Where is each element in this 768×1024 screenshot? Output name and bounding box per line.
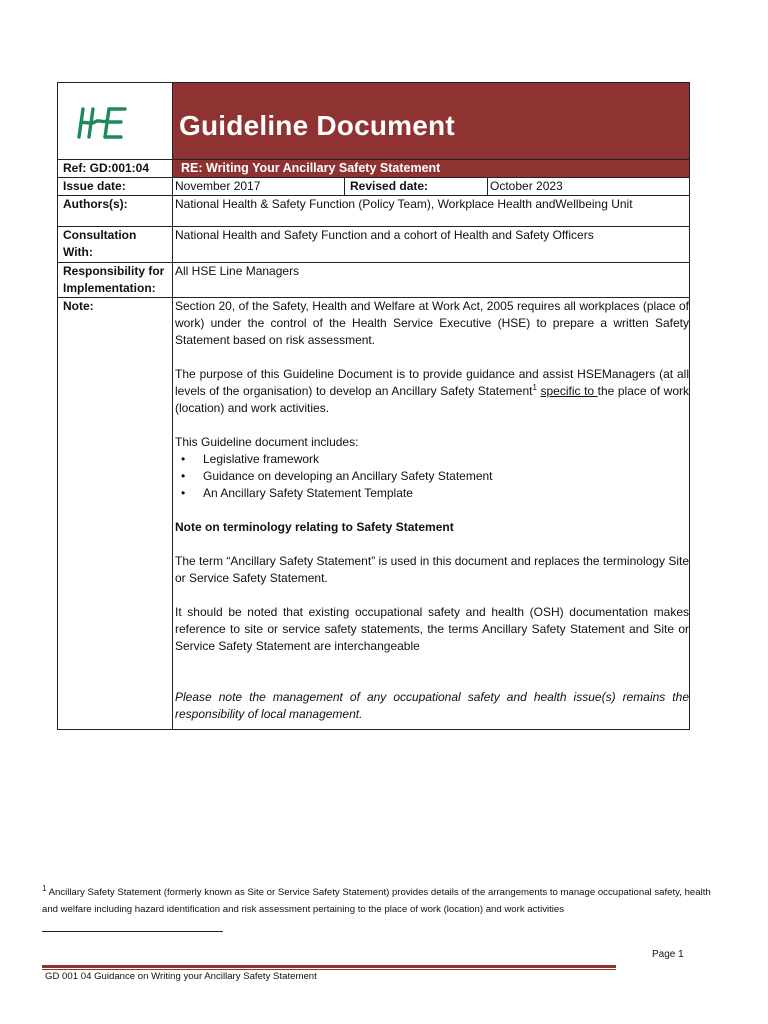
footnote — [42, 880, 712, 918]
subject-line: RE: Writing Your Ancillary Safety Statement — [173, 160, 690, 178]
list-item-text: Guidance on developing an Ancillary Safety Statement — [203, 469, 493, 483]
note-paragraph-2-start: The purpose of this Guideline Document is to provide guidance and assist HSEManagers (at all levels of the organisation) to develop an Ancillary Safety Statement — [175, 367, 689, 398]
footnote-marker: 1 — [42, 884, 47, 893]
consultation-label — [58, 227, 173, 263]
authors-label: Authors(s): — [58, 196, 173, 227]
responsibility-label-line1: Responsibility for — [63, 264, 165, 278]
list-item-text: Legislative framework — [203, 452, 320, 466]
footnote-separator — [42, 931, 223, 932]
management-note: Please note the management of any occupational safety and health issue(s) remains the responsibility of local management. — [175, 690, 689, 721]
document-title: Guideline Document — [179, 110, 455, 141]
bullet-icon: • — [181, 452, 186, 466]
hse-logo — [76, 105, 128, 141]
issue-date-label: Issue date: — [58, 178, 173, 196]
terminology-subheading: Note on terminology relating to Safety Statement — [175, 520, 454, 534]
responsibility-label-line2: Implementation: — [63, 281, 156, 295]
includes-intro: This Guideline document includes: — [175, 435, 359, 449]
guideline-header-table — [57, 82, 690, 730]
bullet-icon: • — [181, 486, 186, 500]
bullet-icon: • — [181, 469, 186, 483]
footnote-ref: 1 — [532, 383, 537, 392]
footnote-text: Ancillary Safety Statement (formerly known as Site or Service Safety Statement) provides details of the arrangements to manage occupational safety, health and welfare including hazard identification and risk assessment pertaining to the place of work (location) and work activities — [42, 887, 711, 916]
consultation-label-line1: Consultation — [63, 228, 137, 242]
footer-rule-thin — [42, 969, 616, 970]
consultation-label-line2: With: — [63, 245, 93, 259]
footer-doc-title: GD 001 04 Guidance on Writing your Ancillary Safety Statement — [45, 971, 317, 982]
list-item-text: An Ancillary Safety Statement Template — [203, 486, 413, 500]
revised-date-label: Revised date: — [345, 178, 488, 196]
includes-list — [175, 451, 689, 502]
page-number: Page 1 — [652, 949, 684, 960]
authors-value: National Health & Safety Function (Policy Team), Workplace Health andWellbeing Unit — [173, 196, 690, 227]
consultation-value: National Health and Safety Function and a cohort of Health and Safety Officers — [173, 227, 690, 263]
list-item — [175, 468, 689, 485]
revised-date-value: October 2023 — [488, 178, 690, 196]
list-item — [175, 451, 689, 468]
note-paragraph-2-end: the place of work (location) and work activities. — [175, 384, 689, 415]
note-paragraph-2 — [175, 366, 689, 417]
note-paragraph-4: The term “Ancillary Safety Statement” is used in this document and replaces the terminology Site or Service Safety Statement. — [175, 554, 689, 585]
list-item — [175, 485, 689, 502]
footer-rule — [42, 965, 616, 968]
note-content — [173, 298, 690, 730]
logo-cell — [58, 83, 173, 160]
responsibility-value: All HSE Line Managers — [173, 263, 690, 298]
responsibility-label — [58, 263, 173, 298]
underlined-phrase: specific to — [540, 384, 598, 398]
note-label: Note: — [58, 298, 173, 730]
ref-label: Ref: GD:001:04 — [58, 160, 173, 178]
issue-date-value: November 2017 — [173, 178, 345, 196]
title-banner — [173, 83, 690, 160]
note-paragraph-1: Section 20, of the Safety, Health and Welfare at Work Act, 2005 requires all workplaces (place of work) under the control of the Health Service Executive (HSE) to prepare a written Safety Statement based on risk assessment. — [175, 299, 689, 347]
note-paragraph-5: It should be noted that existing occupational safety and health (OSH) documentation makes reference to site or service safety statements, the terms Ancillary Safety Statement and Site or Service Safety Statement are interchangeable — [175, 605, 689, 653]
